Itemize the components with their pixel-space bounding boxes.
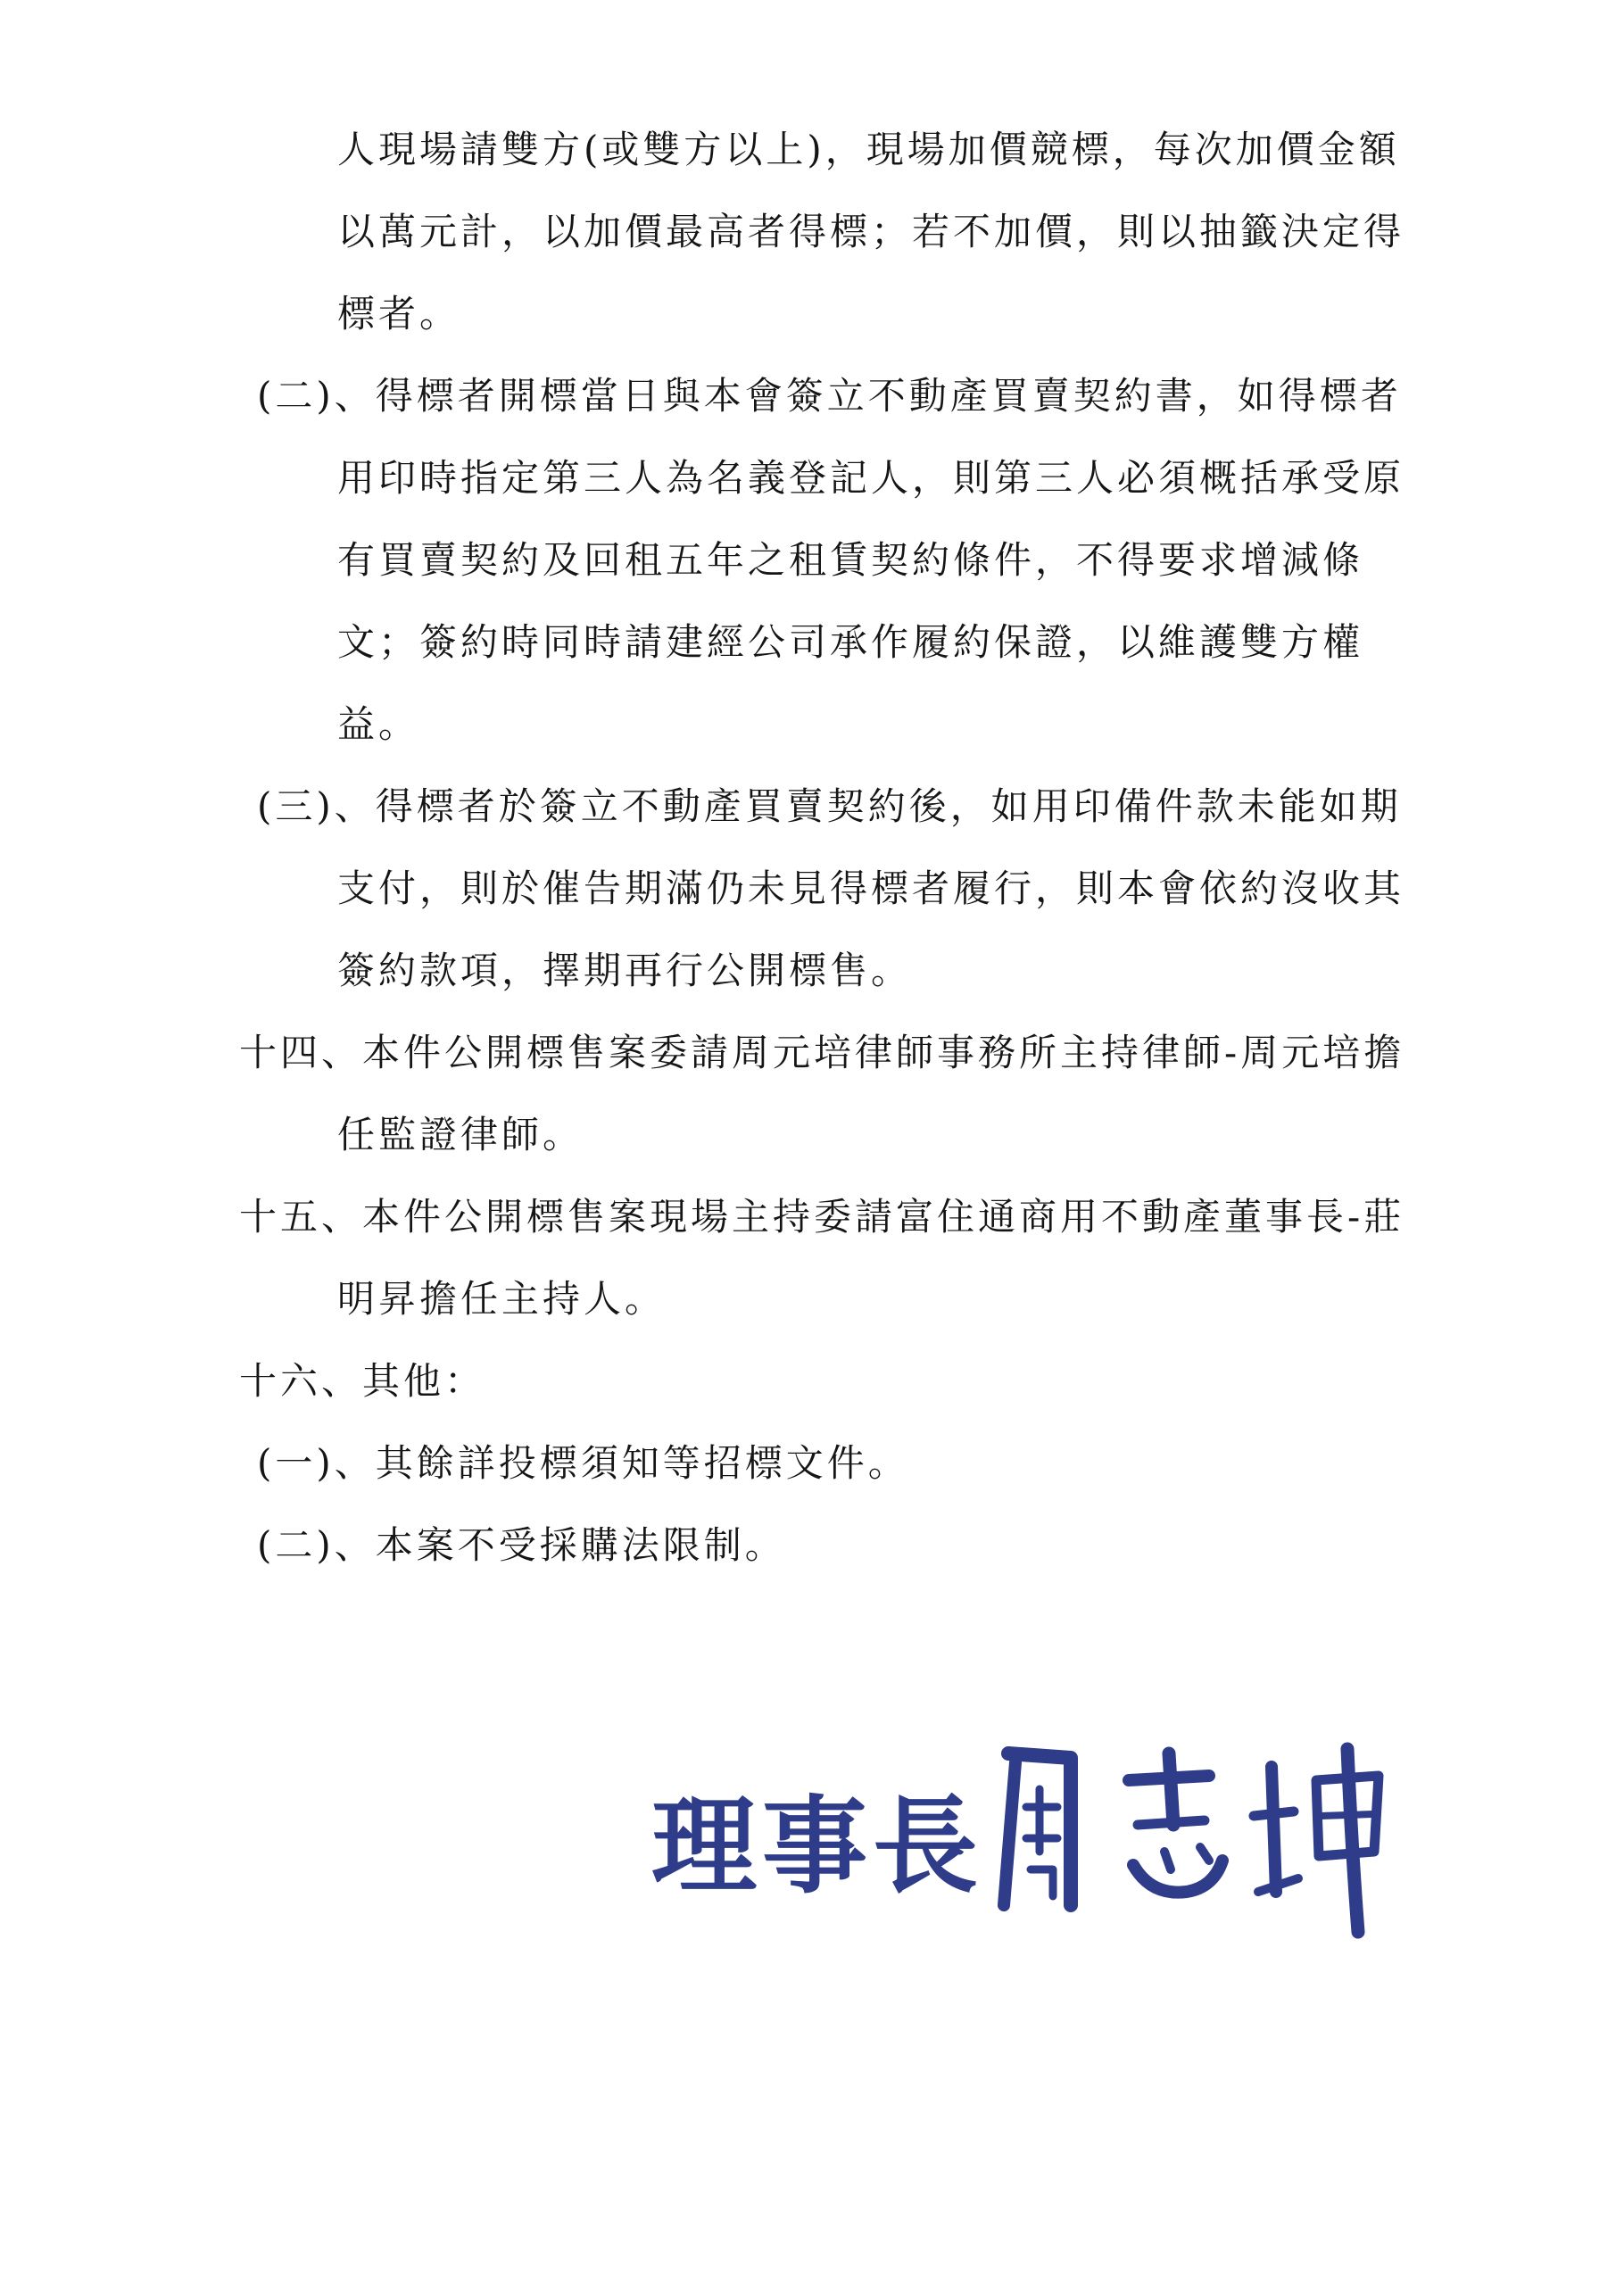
text-line: 明昇擔任主持人。 bbox=[337, 1277, 667, 1321]
text-line: 益。 bbox=[337, 702, 420, 746]
text-line: 標者。 bbox=[337, 292, 461, 336]
clause-3-line: (三)、得標者於簽立不動產買賣契約後，如用印備件款未能如期 bbox=[257, 784, 1402, 828]
text-line: 人現場請雙方(或雙方以上)，現場加價競標，每次加價金額 bbox=[337, 128, 1400, 171]
clause-2-line: (二)、得標者開標當日與本會簽立不動產買賣契約書，如得標者 bbox=[257, 374, 1402, 418]
sub-clause-2-line: (二)、本案不受採購法限制。 bbox=[257, 1523, 786, 1567]
text-line: 文；簽約時同時請建經公司承作履約保證，以維護雙方權 bbox=[337, 620, 1364, 664]
text-line: 以萬元計，以加價最高者得標；若不加價，則以抽籤決定得 bbox=[337, 210, 1405, 253]
section-14-line: 十四、本件公開標售案委請周元培律師事務所主持律師-周元培擔 bbox=[239, 1031, 1405, 1074]
chairman-signature-stamp bbox=[651, 1727, 1419, 1941]
text-line: 任監證律師。 bbox=[337, 1113, 584, 1156]
text-line: 支付，則於催告期滿仍未見得標者履行，則本會依約沒收其 bbox=[337, 866, 1405, 910]
text-line: 有買賣契約及回租五年之租賃契約條件，不得要求增減條 bbox=[337, 538, 1364, 582]
signature-title: 理事長 bbox=[651, 1784, 984, 1908]
text-line: 用印時指定第三人為名義登記人，則第三人必須概括承受原 bbox=[337, 456, 1405, 500]
text-line: 簽約款項，擇期再行公開標售。 bbox=[337, 949, 913, 992]
section-15-line: 十五、本件公開標售案現場主持委請富住通商用不動產董事長-莊 bbox=[239, 1195, 1405, 1239]
sub-clause-1-line: (一)、其餘詳投標須知等招標文件。 bbox=[257, 1441, 909, 1485]
section-16-line: 十六、其他： bbox=[239, 1359, 486, 1403]
